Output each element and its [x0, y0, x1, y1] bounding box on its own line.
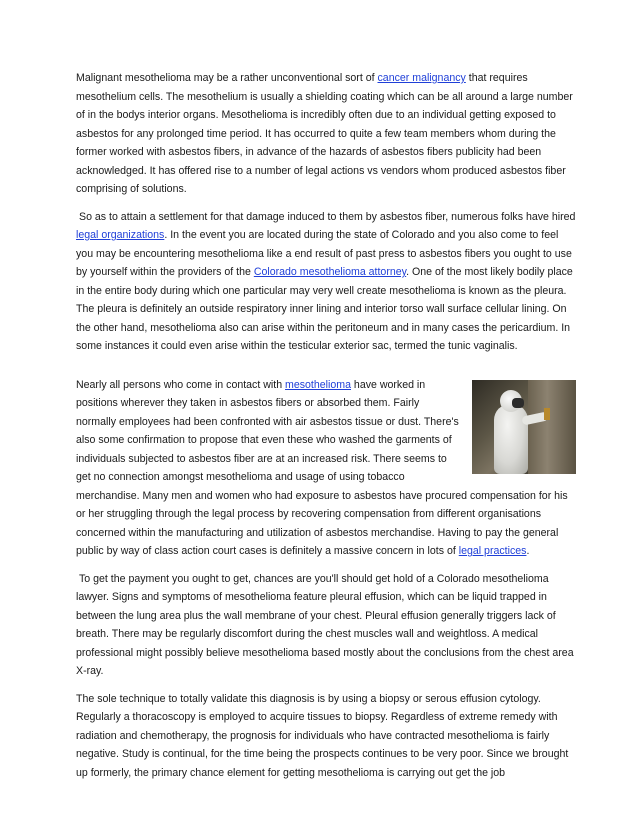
paragraph-2: So as to attain a settlement for that damage induced to them by asbestos fiber, numerous folks have hired legal organizations. In the event you are located during the state of Colorado and you also come to feel you may be encountering mesothelioma like a end result of past press to asbestos fibers you ought to use by yourself within the providers of the Colorado mesothelioma attorney. One of the most likely bodily place in the entire body during which one particular may very well create mesothelioma is known as the pleura. The pleura is definitely an outside respiratory inner lining and interior torso wall surface cellular lining. On the other hand, mesothelioma also can arise within the peritoneum and in many cases the pericardium. In some instances it could even arise within the testicular exterior sac, termed the tunic vaginalis. [76, 210, 576, 352]
link-cancer-malignancy[interactable]: cancer malignancy [377, 72, 466, 84]
link-legal-organizations[interactable]: legal organizations [76, 229, 165, 241]
paragraph-1: Malignant mesothelioma may be a rather unconventional sort of cancer malignancy that requires mesothelium cells. The mesothelium is usually a shielding coating which can be all around a large number of in the bodys interior organs. Mesothelioma is incredibly often due to an individual getting exposed to asbestos for any prolonged time period. It has occurred to quite a few team members whom during the former worked with asbestos fibers, in advance of the hazards of asbestos fibers publicity had been acknowledged. It has offered rise to a number of legal actions vs vendors whom produced asbestos fiber comprising of solutions. [76, 72, 573, 195]
link-legal-practices[interactable]: legal practices [458, 545, 527, 557]
paragraph-4: To get the payment you ought to get, chances are you'll should get hold of a Colorado mesothelioma lawyer. Signs and symptoms of mesothelioma feature pleural effusion, which can be liquid trapped in between the lung area plus the wall membrane of your chest. Pleural effusion generally triggers lack of breath. There may be regularly discomfort during the chest muscles wall and weightloss. A medical professional might possibly believe mesothelioma based mostly about the conclusions from the chest area X-ray. [76, 572, 574, 677]
link-mesothelioma[interactable]: mesothelioma [285, 378, 351, 391]
paragraph-5: The sole technique to totally validate this diagnosis is by using a biopsy or serous effusion cytology. Regularly a thoracoscopy is employed to acquire tissues to biopsy. Regardless of extreme remedy with radiation and chemotherapy, the prognosis for individuals who have contracted mesothelioma is fairly negative. Study is continual, for the time being the prospects continues to be very poor. Since we brought up formerly, the primary chance element for getting mesothelioma is carrying out get the job [76, 692, 569, 779]
paragraph-3: Nearly all persons who come in contact with mesothelioma have worked in positions wherever they taken in asbestos fibers or absorbed them. Fairly normally employees had been confronted with air asbestos tissue or dust. There's also some confirmation to propose that even these who washed the garments of individuals subjected to asbestos fiber are at an increased risk. There seems to get no connection amongst mesothelioma and usage of using tobacco merchandise. Many men and women who had exposure to asbestos have procured compensation for his or her struggling through the legal process by recovering compensation from different organisations concerned within the manufacturing and utilization of asbestos merchandise. Having to pay the general public by way of class action court cases is definitely a massive concern in lots of legal practices. [76, 376, 576, 561]
asbestos-worker-photo [472, 380, 576, 474]
link-colorado-mesothelioma-attorney[interactable]: Colorado mesothelioma attorney [253, 266, 407, 278]
